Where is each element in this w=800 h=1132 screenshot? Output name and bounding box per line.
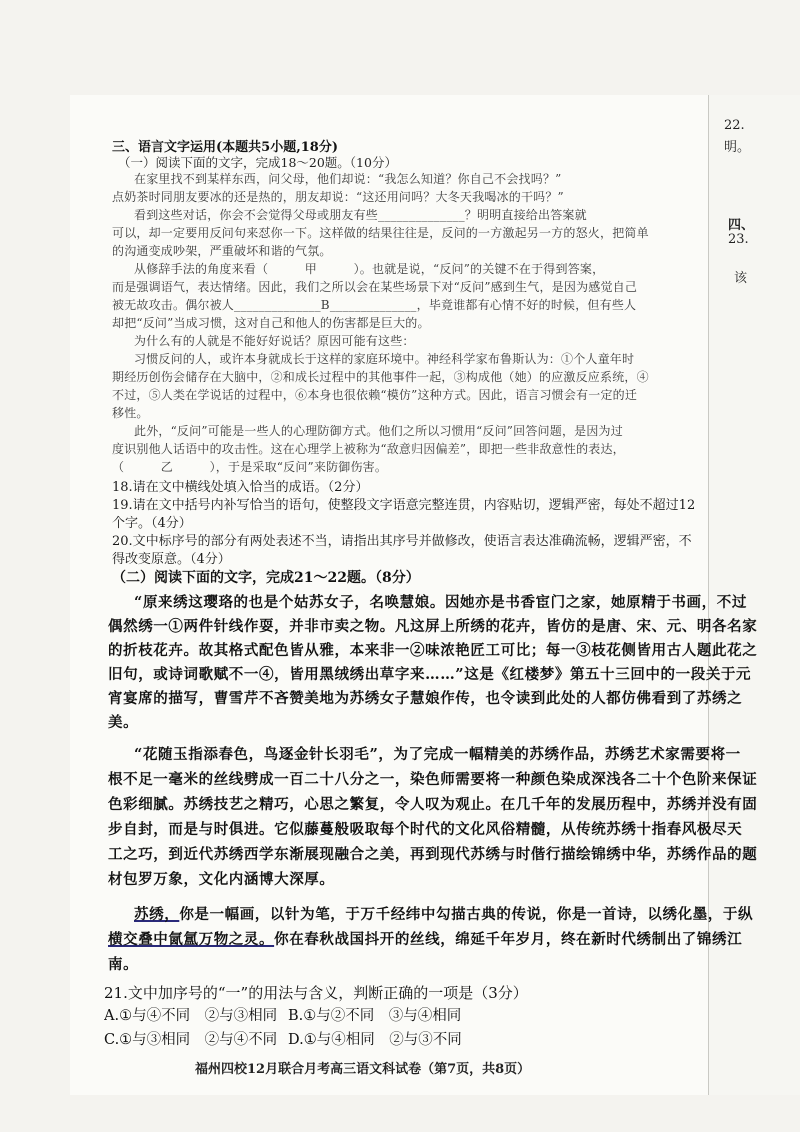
passage2-line: 宵宴席的描写，曹雪芹不吝赞美地为苏绣女子慧娘作传，也令读到此处的人都仿佛看到了苏绣之 — [108, 690, 743, 707]
passage-line: 为什么有的人就是不能好好说话？原因可能有这些： — [134, 334, 415, 348]
passage3-line: 色彩细腻。苏绣技艺之精巧，心思之繁复，令人叹为观止。在几千年的发展历程中，苏绣并没有固 — [108, 796, 758, 813]
adjacent-page-text: 22. — [724, 118, 745, 133]
passage-line: 在家里找不到某样东西，问父母，他们却说：“我怎么知道？你自己不会找吗？” — [134, 172, 562, 186]
part1-intro: （一）阅读下面的文字，完成18～20题。（10分） — [118, 155, 397, 170]
passage-line: 从修辞手法的角度来看（ 甲 ）。也就是说，“反问”的关键不在于得到答案， — [134, 262, 605, 276]
passage-line: 看到这些对话，你会不会觉得父母或朋友有些______________？明明直接给出答案就 — [134, 208, 587, 222]
passage-line: 习惯反问的人，或许本身就成长于这样的家庭环境中。神经科学家布鲁斯认为：①个人童年时 — [134, 352, 635, 366]
passage2-line: 美。 — [108, 714, 139, 731]
option-c: C.①与③相同 ②与④不同 — [104, 1032, 278, 1048]
passage2-line: 偶然绣一①两件针线作耍，并非市卖之物。凡这屏上所绣的花卉，皆仿的是唐、宋、元、明各名家 — [108, 618, 758, 635]
passage-line: 度识别他人话语中的攻击性。这在心理学上被称为“敌意归因偏差”，即把一些非敌意性的表达， — [112, 442, 625, 456]
adjacent-page-text: 四、 — [728, 218, 755, 233]
passage3-line: 材包罗万象，文化内涵博大深厚。 — [108, 871, 335, 888]
passage2-line: “原来绣这璎珞的也是个姑苏女子，名唤慧娘。因她亦是书香宦门之家，她原精于书画，不过 — [134, 594, 747, 611]
part2-intro: （二）阅读下面的文字，完成21～22题。（8分） — [112, 570, 420, 586]
passage-line: 而是强调语气，表达情绪。因此，我们之所以会在某些场景下对“反问”感到生气，是因为感觉自己 — [112, 280, 638, 294]
passage4-line — [108, 928, 742, 949]
passage-line: 的沟通变成吵架，严重破坏和谐的气氛。 — [112, 244, 332, 258]
underlined-phrase: 苏绣， — [134, 906, 180, 923]
option-a: A.①与④不同 ②与③相同 — [104, 1008, 278, 1024]
passage3-line: 步自封，而是与时俱进。它似藤蔓般吸取每个时代的文化风俗精髓，从传统苏绣十指春风极尽天 — [108, 821, 743, 838]
passage-line: 期经历创伤会储存在大脑中，②和成长过程中的其他事件一起，③构成他（她）的应激反应系统，④ — [112, 370, 649, 384]
passage4-text: 你在春秋战国抖开的丝线，绵延千年岁月，终在新时代绣制出了锦绣江 — [274, 931, 743, 948]
page-footer: 福州四校12月联合月考高三语文科试卷（第7页，共8页） — [195, 1062, 531, 1077]
underlined-phrase: 横交叠中氤氲万物之灵。 — [108, 931, 275, 948]
passage2-line: 的折枝花卉。故其格式配色皆从雅，本来非一②味浓艳匠工可比；每一③枝花侧皆用古人题此花之 — [108, 642, 758, 659]
passage-line: 可以，却一定要用反问句来怼你一下。这样做的结果往往是，反问的一方激起另一方的怒火，把简单 — [112, 226, 649, 240]
question-19-cont: 个字。（4分） — [112, 516, 192, 531]
passage-line: 移性。 — [112, 406, 149, 420]
option-d: D.①与④相同 ②与③不同 — [288, 1032, 462, 1048]
passage-line: 却把“反问”当成习惯，这对自己和他人的伤害都是巨大的。 — [112, 316, 430, 330]
passage3-line: 工之巧，到近代苏绣西学东渐展现融合之美，再到现代苏绣与时偕行描绘锦绣中华，苏绣作品的题 — [108, 846, 758, 863]
passage-line: 此外，“反问”可能是一些人的心理防御方式。他们之所以习惯用“反问”回答问题，是因为过 — [134, 424, 623, 438]
section-title: 三、语言文字运用(本题共5小题,18分) — [112, 140, 338, 155]
option-b: B.①与②不同 ③与④相同 — [288, 1008, 462, 1024]
passage4-line: 南。 — [108, 956, 139, 973]
question-21: 21.文中加序号的“一”的用法与含义，判断正确的一项是（3分） — [104, 984, 528, 1002]
passage3-line: 根不足一毫米的丝线劈成一百二十八分之一，染色师需要将一种颜色染成深浅各二十个色阶来保证 — [108, 771, 758, 788]
question-19: 19.请在文中括号内补写恰当的语句，使整段文字语意完整连贯，内容贴切，逻辑严密，每处不超过12 — [112, 498, 696, 513]
passage3-line: “花随玉指添春色，鸟逐金针长羽毛”，为了完成一幅精美的苏绣作品，苏绣艺术家需要将一 — [134, 746, 741, 763]
adjacent-page-text: 23. — [728, 232, 749, 247]
passage4-line — [134, 903, 753, 924]
passage-line: （ 乙 ），于是采取“反问”来防御伤害。 — [112, 460, 388, 474]
passage-line: 被无故攻击。偶尔被人______________B______________，毕竟谁都有心情不好的时候，但有些人 — [112, 298, 637, 312]
passage-line: 不过，⑤人类在学说话的过程中，⑥本身也很依赖“模仿”这种方式。因此，语言习惯会有一定的迁 — [112, 388, 638, 402]
question-20: 20.文中标序号的部分有两处表述不当，请指出其序号并做修改，使语言表达准确流畅，逻辑严密，不 — [112, 534, 692, 549]
question-18: 18.请在文中横线处填入恰当的成语。（2分） — [112, 480, 369, 495]
adjacent-page-text: 该 — [734, 271, 748, 286]
passage-line: 点奶茶时同朋友要冰的还是热的，朋友却说：“这还用问吗？大冬天我喝冰的干吗？” — [112, 190, 564, 204]
passage2-line: 旧句，或诗词歌赋不一④，皆用黑绒绣出草字来……”这是《红楼梦》第五十三回中的一段关于元 — [108, 666, 752, 683]
question-20-cont: 得改变原意。（4分） — [112, 552, 231, 567]
adjacent-page-text: 明。 — [724, 140, 751, 155]
passage4-text: 你是一幅画，以针为笔，于万千经纬中勾描古典的传说，你是一首诗，以绣化墨，于纵 — [179, 906, 754, 923]
